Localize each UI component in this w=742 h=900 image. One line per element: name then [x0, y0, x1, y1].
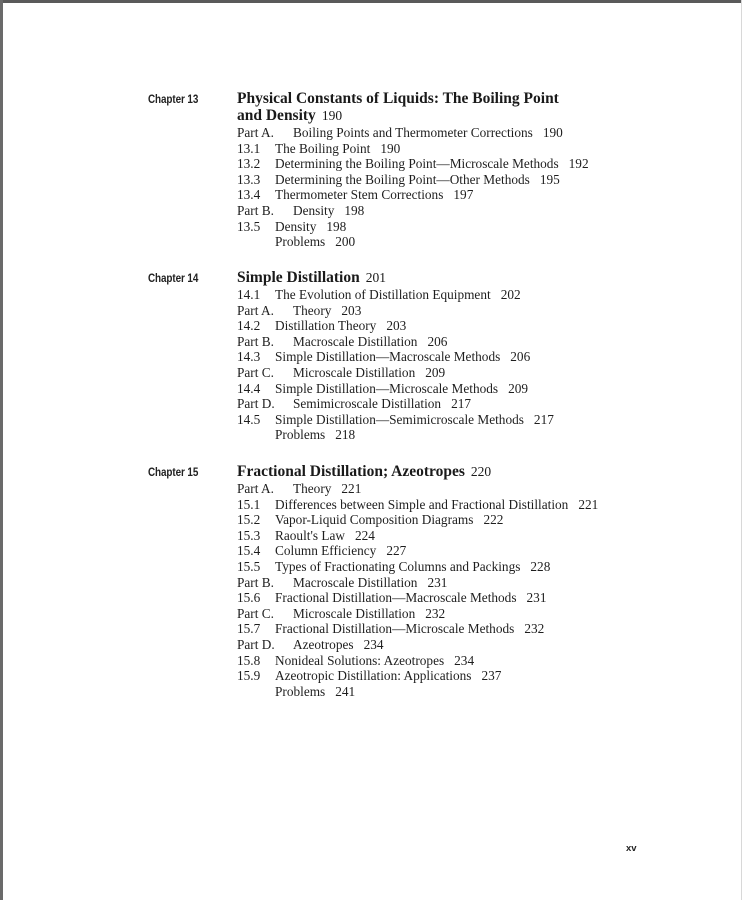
- window-left-border: [0, 0, 3, 900]
- toc-section-entry[interactable]: [237, 349, 554, 365]
- toc-part-entry[interactable]: [237, 125, 589, 141]
- entry-title: Fractional Distillation—Macroscale Methods: [275, 590, 517, 606]
- chapter-title-line: Physical Constants of Liquids: The Boiling Point: [237, 90, 559, 107]
- toc-section-entry[interactable]: [237, 156, 589, 172]
- toc-part-entry[interactable]: [237, 303, 554, 319]
- entry-title: The Boiling Point: [275, 140, 371, 156]
- part-label: Part B.: [237, 574, 274, 590]
- toc-section-entry[interactable]: [237, 381, 554, 397]
- part-label: Part A.: [237, 125, 274, 140]
- entry-title: Boiling Points and Thermometer Corrections: [293, 125, 533, 140]
- toc-section-entry[interactable]: [237, 668, 598, 684]
- part-label: Part C.: [237, 605, 274, 621]
- chapter-entries: [237, 125, 589, 250]
- toc-problems-entry[interactable]: [237, 427, 554, 443]
- entry-title: Raoult's Law: [275, 527, 345, 543]
- section-number: 13.4: [237, 187, 261, 203]
- entry-title: Vapor-Liquid Composition Diagrams: [275, 512, 474, 528]
- entry-page-number: 237: [481, 668, 502, 684]
- chapter-title[interactable]: [237, 269, 386, 286]
- toc-section-entry[interactable]: [237, 543, 598, 559]
- entry-title: Density: [275, 218, 317, 234]
- toc-part-entry[interactable]: [237, 334, 554, 350]
- entry-title: Fractional Distillation—Microscale Methods: [275, 621, 515, 637]
- toc-section-entry[interactable]: [237, 172, 589, 188]
- section-number: 14.4: [237, 380, 261, 396]
- section-number: 15.5: [237, 558, 261, 574]
- entry-title: Column Efficiency: [275, 543, 377, 559]
- section-number: 15.1: [237, 496, 261, 512]
- section-number: 13.2: [237, 156, 261, 172]
- part-label: Part D.: [237, 636, 275, 652]
- entry-page-number: 198: [344, 202, 365, 218]
- chapter-page-number: 190: [321, 108, 343, 123]
- toc-problems-entry[interactable]: [237, 234, 589, 250]
- entry-title: Macroscale Distillation: [293, 333, 418, 349]
- chapter-page-number: 201: [365, 270, 386, 285]
- toc-part-entry[interactable]: [237, 575, 598, 591]
- entry-page-number: 190: [380, 140, 401, 156]
- entry-title: Azeotropic Distillation: Applications: [275, 668, 472, 684]
- section-number: 15.7: [237, 621, 261, 637]
- window-top-border: [0, 0, 742, 3]
- entry-title: Microscale Distillation: [293, 364, 416, 380]
- entry-page-number: 190: [542, 125, 563, 140]
- entry-title: Problems: [275, 683, 326, 699]
- section-number: 15.8: [237, 652, 261, 668]
- entry-page-number: 232: [524, 621, 545, 637]
- chapter-entries: [237, 481, 598, 699]
- part-label: Part C.: [237, 364, 274, 380]
- toc-problems-entry[interactable]: [237, 684, 598, 700]
- chapter-label: Chapter 13: [148, 94, 199, 106]
- entry-title: Density: [293, 202, 335, 218]
- part-label: Part A.: [237, 302, 274, 318]
- page-number: xv: [626, 843, 637, 854]
- toc-section-entry[interactable]: [237, 287, 554, 303]
- entry-page-number: 209: [425, 364, 446, 380]
- chapter-title[interactable]: [237, 463, 491, 480]
- section-number: 15.2: [237, 512, 261, 528]
- section-number: 13.1: [237, 140, 261, 156]
- entry-page-number: 202: [500, 287, 521, 302]
- entry-title: Simple Distillation—Semimicroscale Methods: [275, 411, 524, 427]
- entry-page-number: 217: [451, 396, 472, 412]
- toc-section-entry[interactable]: [237, 497, 598, 513]
- section-number: 14.5: [237, 411, 261, 427]
- entry-title: The Evolution of Distillation Equipment: [275, 287, 491, 302]
- entry-page-number: 224: [354, 527, 375, 543]
- toc-section-entry[interactable]: [237, 512, 598, 528]
- entry-page-number: 227: [386, 543, 407, 559]
- toc-section-entry[interactable]: [237, 528, 598, 544]
- entry-page-number: 222: [483, 512, 504, 528]
- entry-page-number: 203: [341, 302, 362, 318]
- entry-title: Thermometer Stem Corrections: [275, 187, 444, 203]
- entry-page-number: 206: [510, 349, 531, 365]
- section-number: 13.5: [237, 218, 261, 234]
- toc-part-entry[interactable]: [237, 396, 554, 412]
- toc-part-entry[interactable]: [237, 637, 598, 653]
- entry-page-number: 228: [530, 558, 551, 574]
- toc-part-entry[interactable]: [237, 365, 554, 381]
- part-label: Part D.: [237, 396, 275, 412]
- entry-title: Types of Fractionating Columns and Packings: [275, 558, 521, 574]
- entry-page-number: 192: [568, 156, 589, 172]
- entry-page-number: 209: [508, 380, 529, 396]
- toc-section-entry[interactable]: [237, 412, 554, 428]
- chapter-title-line: Simple Distillation: [237, 269, 360, 286]
- toc-section-entry[interactable]: [237, 318, 554, 334]
- entry-title: Azeotropes: [293, 636, 354, 652]
- section-number: 14.3: [237, 349, 261, 365]
- section-number: 15.3: [237, 527, 261, 543]
- part-label: Part B.: [237, 202, 274, 218]
- entry-title: Distillation Theory: [275, 318, 377, 334]
- chapter-title-line: Fractional Distillation; Azeotropes: [237, 463, 465, 480]
- part-label: Part B.: [237, 333, 274, 349]
- chapter-page-number: 220: [470, 464, 492, 479]
- chapter-title-line: and Density: [237, 107, 316, 124]
- entry-page-number: 218: [335, 427, 356, 443]
- entry-title: Semimicroscale Distillation: [293, 396, 442, 412]
- chapter-title[interactable]: [237, 90, 559, 124]
- entry-page-number: 195: [539, 171, 560, 187]
- entry-title: Differences between Simple and Fractional Distillation: [275, 496, 569, 512]
- entry-page-number: 200: [335, 234, 356, 250]
- entry-title: Microscale Distillation: [293, 605, 416, 621]
- entry-page-number: 234: [363, 636, 384, 652]
- entry-page-number: 206: [427, 333, 448, 349]
- entry-title: Problems: [275, 234, 326, 250]
- entry-page-number: 241: [335, 683, 356, 699]
- chapter-entries: [237, 287, 554, 443]
- entry-title: Determining the Boiling Point—Microscale Methods: [275, 156, 559, 172]
- section-number: 15.6: [237, 590, 261, 606]
- toc-part-entry[interactable]: [237, 481, 598, 497]
- entry-title: Theory: [293, 302, 332, 318]
- entry-title: Problems: [275, 427, 326, 443]
- entry-page-number: 197: [453, 187, 474, 203]
- section-number: 14.1: [237, 287, 261, 302]
- entry-page-number: 203: [386, 318, 407, 334]
- toc-section-entry[interactable]: [237, 187, 589, 203]
- entry-page-number: 198: [326, 218, 347, 234]
- entry-title: Simple Distillation—Macroscale Methods: [275, 349, 501, 365]
- entry-page-number: 231: [427, 574, 448, 590]
- entry-page-number: 217: [533, 411, 554, 427]
- toc-part-entry[interactable]: [237, 606, 598, 622]
- entry-page-number: 232: [425, 605, 446, 621]
- section-number: 14.2: [237, 318, 261, 334]
- entry-title: Simple Distillation—Microscale Methods: [275, 380, 499, 396]
- entry-page-number: 221: [578, 496, 599, 512]
- entry-title: Nonideal Solutions: Azeotropes: [275, 652, 445, 668]
- toc-section-entry[interactable]: [237, 141, 589, 157]
- toc-section-entry[interactable]: [237, 559, 598, 575]
- entry-page-number: 234: [454, 652, 475, 668]
- section-number: 13.3: [237, 171, 261, 187]
- entry-title: Macroscale Distillation: [293, 574, 418, 590]
- entry-title: Determining the Boiling Point—Other Methods: [275, 171, 530, 187]
- section-number: 15.4: [237, 543, 261, 559]
- toc-section-entry[interactable]: [237, 219, 589, 235]
- toc-part-entry[interactable]: [237, 203, 589, 219]
- section-number: 15.9: [237, 668, 261, 684]
- entry-title: Theory: [293, 481, 332, 496]
- entry-page-number: 231: [526, 590, 547, 606]
- chapter-label: Chapter 14: [148, 273, 199, 285]
- toc-section-entry[interactable]: [237, 621, 598, 637]
- toc-section-entry[interactable]: [237, 590, 598, 606]
- toc-section-entry[interactable]: [237, 653, 598, 669]
- part-label: Part A.: [237, 481, 274, 496]
- entry-page-number: 221: [341, 481, 362, 496]
- chapter-label: Chapter 15: [148, 467, 199, 479]
